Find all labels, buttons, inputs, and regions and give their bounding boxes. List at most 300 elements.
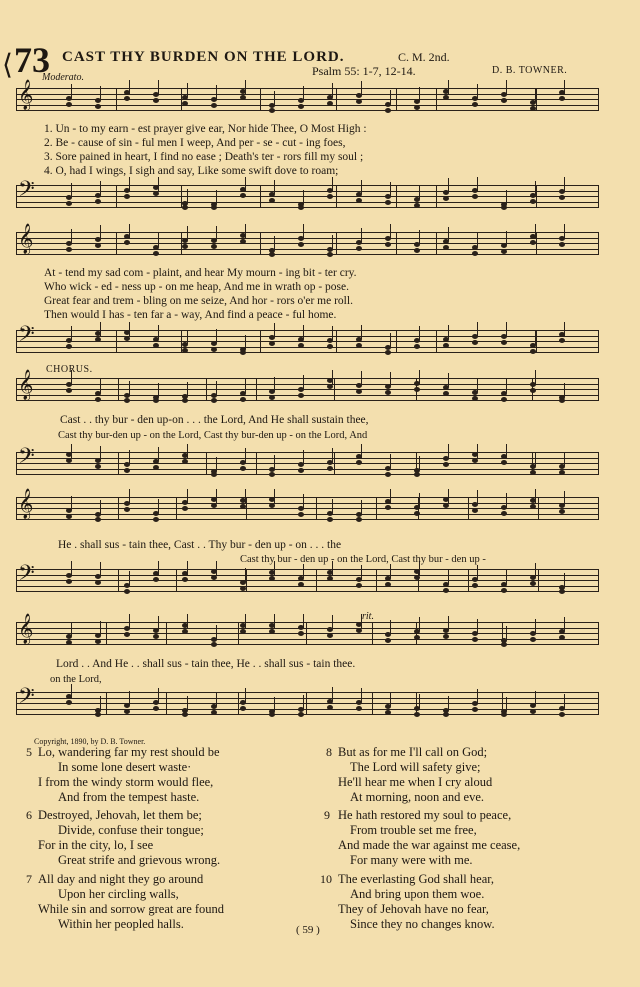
note-stem (419, 456, 420, 470)
note-stem (216, 85, 217, 99)
note-stem (361, 688, 362, 702)
note-stem (245, 688, 246, 702)
note-stem (187, 444, 188, 458)
bar-line (598, 232, 599, 255)
note-head (414, 344, 420, 349)
bar-line (536, 88, 537, 111)
note-stem (158, 499, 159, 513)
bar-line (436, 232, 437, 255)
note-head (327, 384, 333, 389)
staff-line (16, 341, 598, 342)
staff-line (16, 692, 598, 693)
note-stem (245, 614, 246, 628)
note-stem (274, 614, 275, 628)
note-stem (332, 499, 333, 513)
note-stem (506, 80, 507, 94)
note-head (66, 514, 72, 519)
note-stem (564, 694, 565, 708)
note-stem (187, 330, 188, 344)
note-head (385, 350, 391, 355)
note-stem (303, 375, 304, 389)
note-stem (158, 383, 159, 397)
note-head (240, 350, 246, 355)
chorus-lyric: on the Lord, (50, 674, 102, 685)
note-stem (506, 379, 507, 393)
bar-line (16, 569, 17, 592)
note-head (211, 398, 217, 403)
page-number: ( 59 ) (296, 924, 320, 936)
note-stem (129, 571, 130, 585)
note-stem (187, 189, 188, 203)
note-stem (303, 695, 304, 709)
note-head (124, 632, 130, 637)
note-stem (129, 224, 130, 238)
note-stem (274, 697, 275, 711)
note-head (414, 635, 420, 640)
note-stem (477, 565, 478, 579)
note-head (298, 512, 304, 517)
treble-clef-icon: 𝄞 (18, 80, 34, 109)
note-stem (158, 233, 159, 247)
bar-line (372, 692, 373, 715)
staff-line (16, 474, 598, 475)
note-head (385, 710, 391, 715)
note-head (298, 205, 304, 210)
music-staff (16, 224, 598, 255)
bar-line (468, 569, 469, 592)
bar-line (598, 452, 599, 475)
note-head (327, 466, 333, 471)
note-stem (564, 617, 565, 631)
bar-line (336, 88, 337, 111)
chorus-lyric: Cast thy bur-den up - on the Lord, Cast thy bur-den up - on the Lord, And (58, 430, 368, 441)
bar-line (256, 452, 257, 475)
note-head (385, 638, 391, 643)
note-head (327, 194, 333, 199)
note-head (95, 199, 101, 204)
note-stem (158, 688, 159, 702)
bar-line (598, 88, 599, 111)
note-head (124, 398, 130, 403)
note-stem (100, 86, 101, 100)
note-head (443, 95, 449, 100)
staff-line (16, 389, 598, 390)
note-stem (332, 687, 333, 701)
note-head (501, 397, 507, 402)
note-stem (419, 694, 420, 708)
note-head (182, 629, 188, 634)
note-stem (216, 329, 217, 343)
note-head (327, 576, 333, 581)
bar-line (316, 569, 317, 592)
bar-line (316, 497, 317, 520)
note-head (327, 252, 333, 257)
note-head (501, 98, 507, 103)
staff-line (16, 330, 598, 331)
note-stem (158, 447, 159, 461)
bar-line (376, 497, 377, 520)
note-head (211, 244, 217, 249)
note-head (414, 105, 420, 110)
note-head (124, 507, 130, 512)
note-stem (129, 322, 130, 336)
note-stem (100, 322, 101, 336)
bar-line (176, 569, 177, 592)
bar-line (106, 622, 107, 645)
note-head (356, 460, 362, 465)
note-stem (506, 626, 507, 640)
note-head (269, 472, 275, 477)
staff-line (16, 99, 598, 100)
note-stem (187, 489, 188, 503)
composer: D. B. TOWNER. (492, 65, 568, 76)
note-head (530, 470, 536, 475)
bar-line (536, 232, 537, 255)
note-head (124, 468, 130, 473)
music-staff (16, 489, 598, 520)
stanza-line: At - tend my sad com - plaint, and hear My mourn - ing bit - ter cry. (44, 267, 357, 279)
staff-line (16, 575, 598, 576)
note-stem (361, 500, 362, 514)
bar-line (536, 330, 537, 353)
bar-line (396, 185, 397, 208)
note-head (66, 344, 72, 349)
note-head (443, 343, 449, 348)
note-head (298, 393, 304, 398)
note-stem (535, 181, 536, 195)
bar-line (598, 185, 599, 208)
note-head (327, 344, 333, 349)
note-head (124, 194, 130, 199)
bar-line (436, 185, 437, 208)
note-head (240, 504, 246, 509)
scripture-reference: Psalm 55: 1-7, 12-14. (312, 64, 416, 78)
staff-line (16, 519, 598, 520)
note-head (501, 460, 507, 465)
staff-line (16, 497, 598, 498)
staff-line (16, 336, 598, 337)
note-head (182, 506, 188, 511)
note-stem (477, 322, 478, 336)
note-stem (332, 326, 333, 340)
note-stem (158, 325, 159, 339)
note-head (182, 577, 188, 582)
ritardando-marking: rit. (362, 611, 374, 622)
note-stem (477, 84, 478, 98)
note-head (530, 637, 536, 642)
note-stem (71, 444, 72, 458)
bar-line (260, 232, 261, 255)
note-stem (274, 455, 275, 469)
note-head (559, 509, 565, 514)
note-stem (506, 493, 507, 507)
staff-line (16, 384, 598, 385)
bar-line (598, 497, 599, 520)
hymn-title: CAST THY BURDEN ON THE LORD. (62, 49, 345, 65)
chorus-lyric: Cast thy bur - den up - on the Lord, Cast thy bur - den up - (240, 554, 486, 565)
note-stem (448, 325, 449, 339)
note-stem (390, 620, 391, 634)
note-stem (361, 565, 362, 579)
bar-line (260, 185, 261, 208)
bar-line (118, 378, 119, 401)
note-stem (245, 80, 246, 94)
note-stem (506, 570, 507, 584)
note-stem (216, 561, 217, 575)
note-stem (129, 381, 130, 395)
bar-line (334, 378, 335, 401)
note-stem (419, 326, 420, 340)
note-head (356, 99, 362, 104)
note-stem (274, 91, 275, 105)
staff-line (16, 709, 598, 710)
note-stem (506, 322, 507, 336)
note-head (95, 337, 101, 342)
note-stem (506, 444, 507, 458)
note-stem (419, 617, 420, 631)
note-head (95, 517, 101, 522)
chorus-lyric: Lord . . And He . . shall sus - tain thee, He . . shall sus - tain thee. (56, 658, 356, 670)
staff-line (16, 105, 598, 106)
note-head (385, 390, 391, 395)
note-stem (303, 190, 304, 204)
note-head (443, 245, 449, 250)
note-stem (100, 225, 101, 239)
note-stem (303, 224, 304, 238)
note-stem (448, 616, 449, 630)
note-head (356, 628, 362, 633)
bar-line (176, 497, 177, 520)
hymn-number: 73 (14, 40, 50, 80)
note-head (327, 101, 333, 106)
note-stem (448, 570, 449, 584)
note-stem (129, 80, 130, 94)
note-stem (361, 228, 362, 242)
bar-line (16, 378, 17, 401)
note-stem (535, 88, 536, 102)
note-head (66, 247, 72, 252)
note-stem (390, 224, 391, 238)
note-head (472, 637, 478, 642)
note-head (95, 464, 101, 469)
note-head (414, 472, 420, 477)
note-stem (100, 696, 101, 710)
staff-line (16, 243, 598, 244)
note-stem (303, 494, 304, 508)
note-head (385, 582, 391, 587)
note-head (414, 248, 420, 253)
note-stem (245, 568, 246, 582)
note-stem (274, 377, 275, 391)
note-head (124, 589, 130, 594)
note-stem (361, 180, 362, 194)
note-head (211, 710, 217, 715)
note-head (66, 640, 72, 645)
note-head (66, 201, 72, 206)
note-stem (71, 229, 72, 243)
note-head (414, 511, 420, 516)
copyright-note: Copyright, 1890, by D. B. Towner. (34, 737, 146, 746)
staff-line (16, 463, 598, 464)
note-head (95, 712, 101, 717)
note-stem (332, 235, 333, 249)
note-head (153, 465, 159, 470)
note-head (443, 588, 449, 593)
note-head (95, 639, 101, 644)
note-stem (303, 450, 304, 464)
bar-line (206, 452, 207, 475)
bar-line (181, 232, 182, 255)
note-head (443, 712, 449, 717)
note-head (269, 629, 275, 634)
note-stem (158, 561, 159, 575)
note-head (182, 398, 188, 403)
note-head (327, 633, 333, 638)
note-head (356, 246, 362, 251)
note-stem (535, 331, 536, 345)
note-stem (332, 370, 333, 384)
bar-line (238, 692, 239, 715)
note-head (530, 349, 536, 354)
bass-clef-icon: 𝄢 (18, 561, 35, 590)
note-stem (390, 90, 391, 104)
note-head (124, 240, 130, 245)
staff-line (16, 622, 598, 623)
note-head (501, 712, 507, 717)
note-head (559, 242, 565, 247)
note-stem (390, 564, 391, 578)
note-head (240, 466, 246, 471)
stanza-line: 3. Sore pained in heart, I find no ease ; Death's ter - rors fill my soul ; (44, 151, 364, 163)
note-stem (332, 615, 333, 629)
note-head (559, 338, 565, 343)
note-stem (129, 450, 130, 464)
bar-line (598, 378, 599, 401)
note-stem (390, 692, 391, 706)
note-head (501, 511, 507, 516)
bar-line (16, 622, 17, 645)
note-stem (158, 616, 159, 630)
bar-line (238, 622, 239, 645)
note-head (298, 242, 304, 247)
note-head (124, 709, 130, 714)
note-stem (71, 684, 72, 698)
bar-line (181, 88, 182, 111)
note-head (414, 712, 420, 717)
bar-line (166, 692, 167, 715)
note-head (66, 579, 72, 584)
note-head (240, 397, 246, 402)
bass-clef-icon: 𝄢 (18, 444, 35, 473)
note-head (501, 588, 507, 593)
stanza-line: 2. Be - cause of sin - ful men I weep, And per - se - cut - ing foes, (44, 137, 346, 149)
note-head (153, 98, 159, 103)
staff-line (16, 249, 598, 250)
treble-clef-icon: 𝄞 (18, 489, 34, 518)
note-stem (535, 619, 536, 633)
note-head (414, 387, 420, 392)
note-head (501, 205, 507, 210)
note-head (240, 95, 246, 100)
note-stem (187, 382, 188, 396)
note-stem (564, 80, 565, 94)
note-head (182, 205, 188, 210)
note-head (153, 517, 159, 522)
staff-line (16, 503, 598, 504)
note-head (153, 191, 159, 196)
note-stem (303, 86, 304, 100)
staff-line (16, 458, 598, 459)
bar-line (396, 88, 397, 111)
music-staff (16, 177, 598, 208)
bar-line (116, 232, 117, 255)
note-stem (506, 190, 507, 204)
note-stem (448, 178, 449, 192)
note-head (95, 104, 101, 109)
note-stem (332, 448, 333, 462)
note-stem (448, 696, 449, 710)
bar-line (468, 497, 469, 520)
note-stem (216, 692, 217, 706)
bar-line (16, 232, 17, 255)
note-stem (390, 182, 391, 196)
note-stem (187, 561, 188, 575)
note-head (298, 582, 304, 587)
note-stem (564, 224, 565, 238)
note-head (66, 388, 72, 393)
note-stem (390, 372, 391, 386)
staff-line (16, 703, 598, 704)
note-head (472, 340, 478, 345)
note-head (559, 195, 565, 200)
note-head (472, 583, 478, 588)
note-stem (71, 326, 72, 340)
bar-line (372, 622, 373, 645)
note-head (240, 629, 246, 634)
bar-line (336, 330, 337, 353)
note-stem (535, 370, 536, 384)
chorus-lyric: He . shall sus - tain thee, Cast . . Thy bur - den up - on . . . the (58, 539, 342, 551)
bass-clef-icon: 𝄢 (18, 684, 35, 713)
note-head (240, 193, 246, 198)
bar-line (334, 452, 335, 475)
bass-clef-icon: 𝄢 (18, 322, 35, 351)
note-stem (245, 177, 246, 191)
music-staff (16, 370, 598, 401)
note-head (153, 634, 159, 639)
note-stem (419, 87, 420, 101)
note-stem (332, 177, 333, 191)
note-head (153, 343, 159, 348)
note-stem (564, 452, 565, 466)
bar-line (256, 378, 257, 401)
note-head (182, 348, 188, 353)
note-head (472, 251, 478, 256)
note-stem (564, 383, 565, 397)
stanza-line: 4. O, had I wings, I sigh and say, Like some swift dove to roam; (44, 165, 339, 177)
note-head (530, 581, 536, 586)
note-head (298, 712, 304, 717)
note-head (269, 252, 275, 257)
note-head (240, 239, 246, 244)
treble-clef-icon: 𝄞 (18, 370, 34, 399)
staff-line (16, 633, 598, 634)
note-stem (71, 183, 72, 197)
staff-line (16, 207, 598, 208)
note-head (559, 589, 565, 594)
note-stem (100, 500, 101, 514)
note-head (443, 462, 449, 467)
